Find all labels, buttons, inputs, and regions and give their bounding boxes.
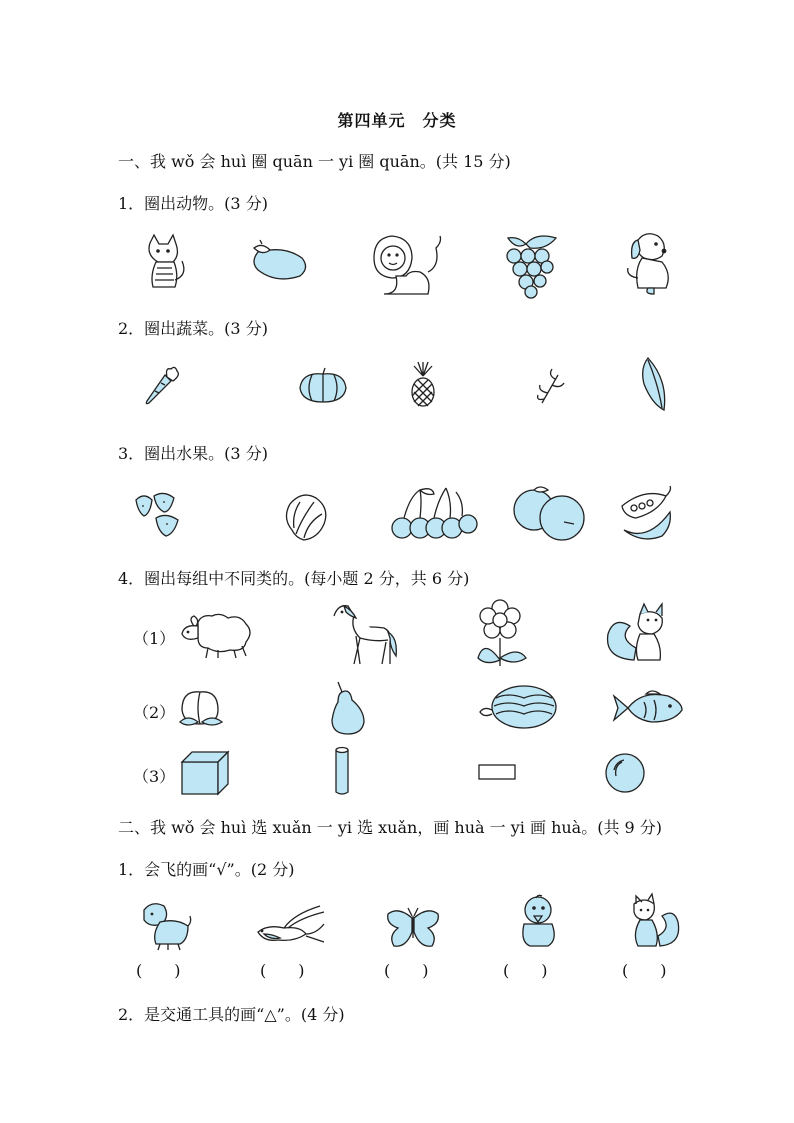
question-1-label: 1．圈出动物。(3 分)	[118, 194, 268, 213]
cabbage-icon	[282, 490, 332, 542]
cherries-icon	[390, 486, 480, 542]
strawberries-icon	[134, 490, 184, 538]
leaf-icon	[638, 356, 672, 412]
horse-icon	[330, 602, 400, 666]
chick-icon	[514, 894, 562, 950]
sheep-icon	[178, 612, 254, 660]
question-2-label: 2．圈出蔬菜。(3 分)	[118, 319, 268, 338]
oranges-icon	[512, 486, 584, 544]
grapes-icon	[500, 232, 564, 298]
question-3-label: 3．圈出水果。(3 分)	[118, 444, 268, 463]
question-4-label: 4．圈出每组中不同类的。(每小题 2 分，共 6 分)	[118, 569, 470, 588]
pear-icon	[328, 682, 368, 736]
dog-icon	[622, 230, 678, 296]
section-1-heading: 一、我 wǒ 会 huì 圈 quān 一 yi 圈 quān。(共 15 分)	[118, 152, 511, 171]
pumpkin-icon	[298, 368, 348, 404]
swallow-icon	[250, 904, 326, 950]
lion-icon	[370, 232, 446, 298]
cat-icon	[140, 235, 190, 293]
answer-bracket-2[interactable]: ( )	[260, 961, 305, 980]
fish-icon	[612, 688, 684, 728]
question-2-1-label: 1．会飞的画“√”。(2 分)	[118, 860, 295, 879]
peach-icon	[178, 684, 224, 730]
carrot-icon	[143, 365, 181, 405]
answer-bracket-1[interactable]: ( )	[136, 961, 181, 980]
sphere-icon	[604, 752, 646, 794]
section-2-heading: 二、我 wǒ 会 huì 选 xuǎn 一 yi 选 xuǎn，画 huà 一 yi 画 huà。(共 9 分)	[118, 818, 663, 837]
flower-icon	[474, 600, 528, 668]
page-title: 第四单元 分类	[337, 111, 457, 130]
squirrel-icon	[626, 894, 682, 952]
rectangle-icon	[478, 764, 516, 780]
cube-icon	[178, 750, 230, 796]
plant-sprig-icon	[534, 365, 568, 405]
answer-bracket-4[interactable]: ( )	[503, 961, 548, 980]
answer-bracket-3[interactable]: ( )	[384, 961, 429, 980]
butterfly-icon	[384, 906, 442, 950]
eggplant-icon	[248, 240, 310, 284]
question-2-2-label: 2．是交通工具的画“△”。(4 分)	[118, 1005, 345, 1024]
pineapple-icon	[408, 362, 438, 408]
group-2-number: （2）	[133, 703, 176, 722]
cylinder-icon	[334, 746, 350, 796]
squirrel-icon-group-1	[604, 604, 670, 666]
group-1-number: （1）	[133, 629, 176, 648]
group-3-number: （3）	[133, 767, 176, 786]
pea-pod-icon	[618, 486, 674, 544]
puppy-icon	[136, 900, 192, 952]
watermelon-icon	[478, 684, 558, 730]
answer-bracket-5[interactable]: ( )	[622, 961, 667, 980]
